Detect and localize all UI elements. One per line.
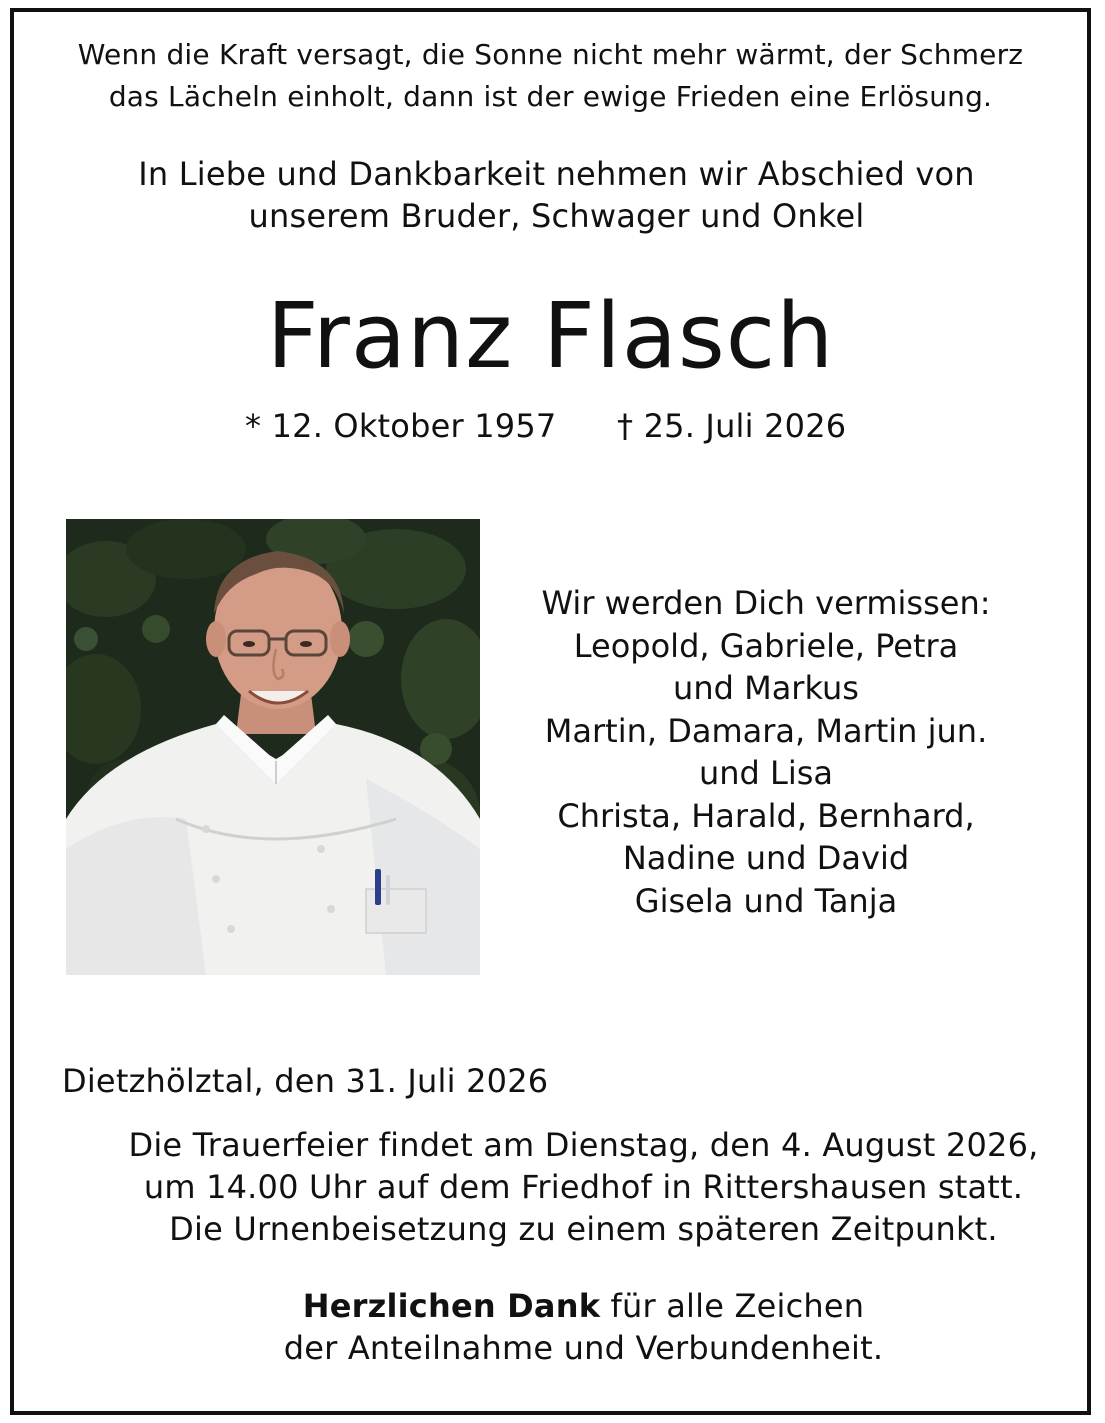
quote-line-2: das Lächeln einholt, dann ist der ewige Frieden eine Erlösung. <box>108 80 993 113</box>
thanks-line-1 <box>14 1285 1105 1327</box>
mourners-line: Leopold, Gabriele, Petra <box>573 626 959 665</box>
birth-date: * 12. Oktober 1957 <box>245 407 557 445</box>
farewell-intro <box>14 153 1099 237</box>
deceased-name: Franz Flasch <box>266 284 835 389</box>
mourners-line: Gisela und Tanja <box>634 881 898 920</box>
portrait-illustration <box>66 519 480 975</box>
mourners-line: und Markus <box>673 669 859 707</box>
ceremony-line-1: Die Trauerfeier findet am Dienstag, den 4. August 2026, <box>128 1126 1039 1164</box>
intro-line-2: unserem Bruder, Schwager und Onkel <box>248 197 865 235</box>
death-date: † 25. Juli 2026 <box>617 407 847 445</box>
mourners-heading: Wir werden Dich vermissen: <box>541 584 991 622</box>
thanks-note <box>14 1285 1105 1369</box>
ceremony-notice <box>14 1124 1105 1250</box>
mourners-line: Martin, Damara, Martin jun. <box>544 711 988 750</box>
mourners-line: Nadine und David <box>622 839 910 877</box>
opening-quote <box>14 34 1087 118</box>
quote-line-1: Wenn die Kraft versagt, die Sonne nicht mehr wärmt, der Schmerz <box>77 38 1024 71</box>
mourners-line: und Lisa <box>698 754 834 792</box>
place-and-date: Dietzhölztal, den 31. Juli 2026 <box>62 1062 549 1100</box>
intro-line-1: In Liebe und Dankbarkeit nehmen wir Abschied von <box>138 155 975 193</box>
ceremony-line-2: um 14.00 Uhr auf dem Friedhof in Rittershausen statt. <box>143 1168 1024 1206</box>
thanks-line-2: der Anteilnahme und Verbundenheit. <box>283 1329 884 1367</box>
portrait-photo <box>66 519 480 975</box>
thanks-bold: Herzlichen Dank <box>302 1287 601 1325</box>
mourners-line: Christa, Harald, Bernhard, <box>557 796 975 835</box>
thanks-rest: für alle Zeichen <box>600 1287 865 1325</box>
ceremony-line-3: Die Urnenbeisetzung zu einem späteren Zeitpunkt. <box>169 1210 998 1248</box>
mourners-list <box>540 582 992 922</box>
